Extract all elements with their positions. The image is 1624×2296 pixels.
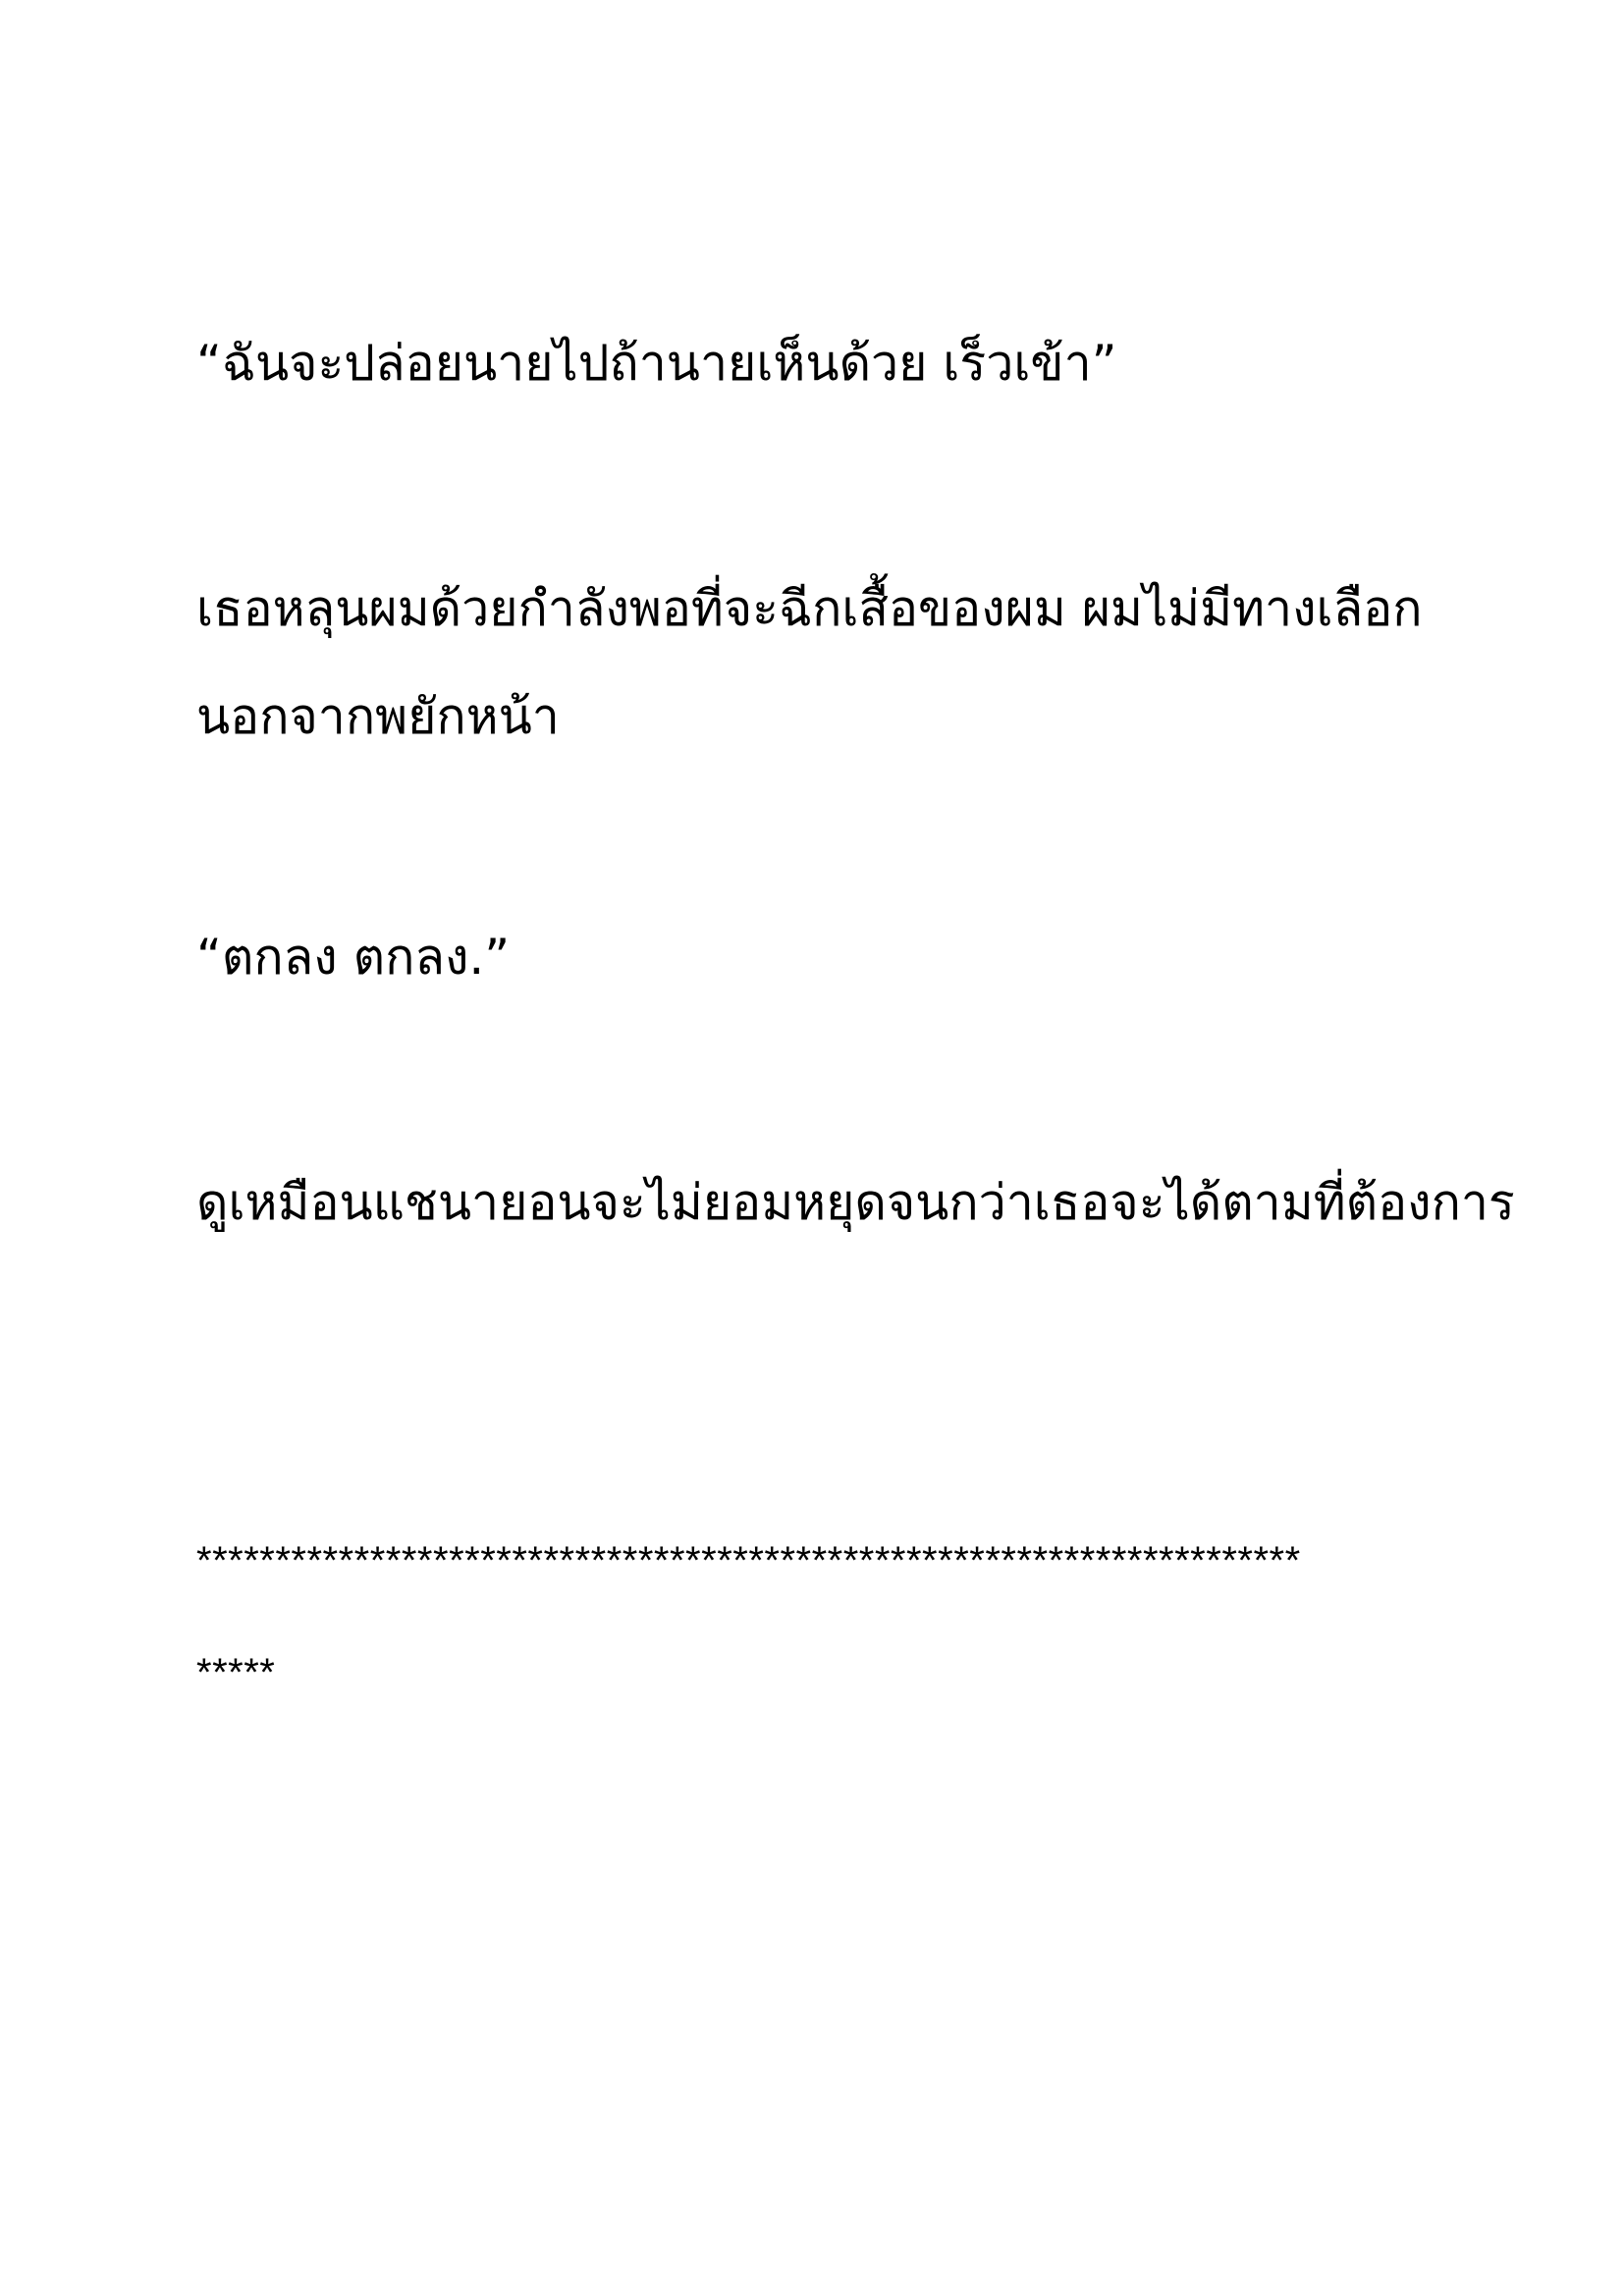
paragraph-narration-2: ดูเหมือนแชนายอนจะไม่ยอมหยุดจนกว่าเธอจะได้ตามที่ต้องการ	[196, 1174, 1515, 1231]
paragraph-dialogue-1: “ฉันจะปล่อยนายไปถ้านายเห็นด้วย เร็วเข้า”	[196, 335, 1117, 392]
paragraph-narration-1-line-1: เธอหลุนผมด้วยกำลังพอที่จะฉีกเสื้อของผม ผมไม่มีทางเลือก	[196, 580, 1423, 637]
paragraph-narration-1-line-2: นอกจากพยักหน้า	[196, 688, 560, 745]
paragraph-dialogue-2: “ตกลง ตกลง.”	[196, 929, 511, 986]
separator-line-2: *****	[196, 1651, 276, 1694]
separator-line-1: **********************************************************************	[196, 1539, 1301, 1582]
